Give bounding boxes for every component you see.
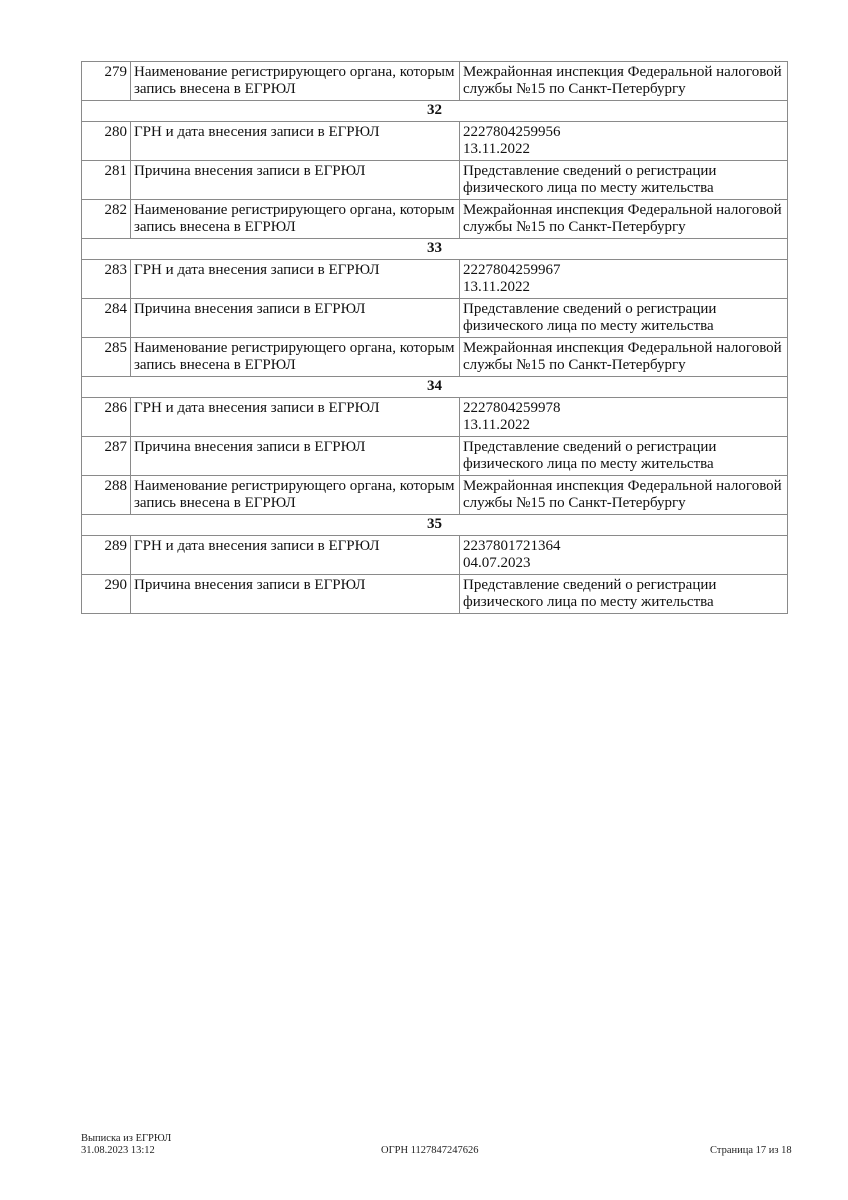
row-number: 279 (82, 62, 131, 101)
footer-doc-title: Выписка из ЕГРЮЛ (81, 1133, 172, 1144)
row-number: 282 (82, 200, 131, 239)
section-number: 34 (82, 377, 788, 398)
field-name: Наименование регистрирующего органа, которым запись внесена в ЕГРЮЛ (131, 476, 460, 515)
table-row (82, 260, 788, 299)
section-header-row (82, 377, 788, 398)
table-body (82, 62, 788, 614)
field-value (460, 200, 788, 239)
footer-page-number: Страница 17 из 18 (710, 1145, 792, 1156)
field-value (460, 122, 788, 161)
table-row (82, 161, 788, 200)
field-name: Наименование регистрирующего органа, которым запись внесена в ЕГРЮЛ (131, 62, 460, 101)
field-value-line: Межрайонная инспекция Федеральной налоговой службы №15 по Санкт-Петербургу (463, 478, 782, 511)
field-value-line: 13.11.2022 (463, 279, 530, 295)
table-row (82, 62, 788, 101)
footer-ogrn: ОГРН 1127847247626 (381, 1145, 479, 1156)
row-number: 283 (82, 260, 131, 299)
field-value (460, 260, 788, 299)
section-number: 33 (82, 239, 788, 260)
field-value-line: 2237801721364 (463, 538, 561, 554)
table-row (82, 398, 788, 437)
field-value (460, 338, 788, 377)
row-number: 288 (82, 476, 131, 515)
section-number: 35 (82, 515, 788, 536)
row-number: 285 (82, 338, 131, 377)
table-row (82, 575, 788, 614)
field-value (460, 299, 788, 338)
field-value-line: Межрайонная инспекция Федеральной налоговой службы №15 по Санкт-Петербургу (463, 340, 782, 373)
row-number: 281 (82, 161, 131, 200)
field-name: Причина внесения записи в ЕГРЮЛ (131, 299, 460, 338)
footer-datetime: 31.08.2023 13:12 (81, 1145, 155, 1156)
field-name: Наименование регистрирующего органа, которым запись внесена в ЕГРЮЛ (131, 200, 460, 239)
field-value-line: Межрайонная инспекция Федеральной налоговой службы №15 по Санкт-Петербургу (463, 202, 782, 235)
row-number: 289 (82, 536, 131, 575)
row-number: 286 (82, 398, 131, 437)
field-value (460, 398, 788, 437)
field-value (460, 62, 788, 101)
field-value-line: 2227804259978 (463, 400, 561, 416)
field-value (460, 536, 788, 575)
section-number: 32 (82, 101, 788, 122)
field-value (460, 476, 788, 515)
section-header-row (82, 239, 788, 260)
section-header-row (82, 101, 788, 122)
field-name: ГРН и дата внесения записи в ЕГРЮЛ (131, 122, 460, 161)
field-name: ГРН и дата внесения записи в ЕГРЮЛ (131, 260, 460, 299)
table-row (82, 476, 788, 515)
field-value-line: 2227804259956 (463, 124, 561, 140)
footer-left (81, 1133, 171, 1157)
field-value-line: Представление сведений о регистрации физического лица по месту жительства (463, 577, 717, 610)
row-number: 284 (82, 299, 131, 338)
table-row (82, 338, 788, 377)
field-value-line: Представление сведений о регистрации физического лица по месту жительства (463, 439, 717, 472)
field-value-line: 04.07.2023 (463, 555, 531, 571)
row-number: 280 (82, 122, 131, 161)
field-name: ГРН и дата внесения записи в ЕГРЮЛ (131, 398, 460, 437)
field-value-line: 13.11.2022 (463, 417, 530, 433)
field-value-line: Представление сведений о регистрации физического лица по месту жительства (463, 301, 717, 334)
egrul-records-table (81, 61, 788, 614)
field-name: Причина внесения записи в ЕГРЮЛ (131, 575, 460, 614)
field-name: Причина внесения записи в ЕГРЮЛ (131, 161, 460, 200)
field-name: Причина внесения записи в ЕГРЮЛ (131, 437, 460, 476)
table-row (82, 437, 788, 476)
field-name: ГРН и дата внесения записи в ЕГРЮЛ (131, 536, 460, 575)
field-value (460, 575, 788, 614)
table-row (82, 122, 788, 161)
table-row (82, 536, 788, 575)
field-value-line: 2227804259967 (463, 262, 561, 278)
table-row (82, 200, 788, 239)
field-value (460, 437, 788, 476)
row-number: 290 (82, 575, 131, 614)
field-value-line: Межрайонная инспекция Федеральной налоговой службы №15 по Санкт-Петербургу (463, 64, 782, 97)
field-value (460, 161, 788, 200)
field-name: Наименование регистрирующего органа, которым запись внесена в ЕГРЮЛ (131, 338, 460, 377)
row-number: 287 (82, 437, 131, 476)
field-value-line: 13.11.2022 (463, 141, 530, 157)
table-row (82, 299, 788, 338)
section-header-row (82, 515, 788, 536)
field-value-line: Представление сведений о регистрации физического лица по месту жительства (463, 163, 717, 196)
